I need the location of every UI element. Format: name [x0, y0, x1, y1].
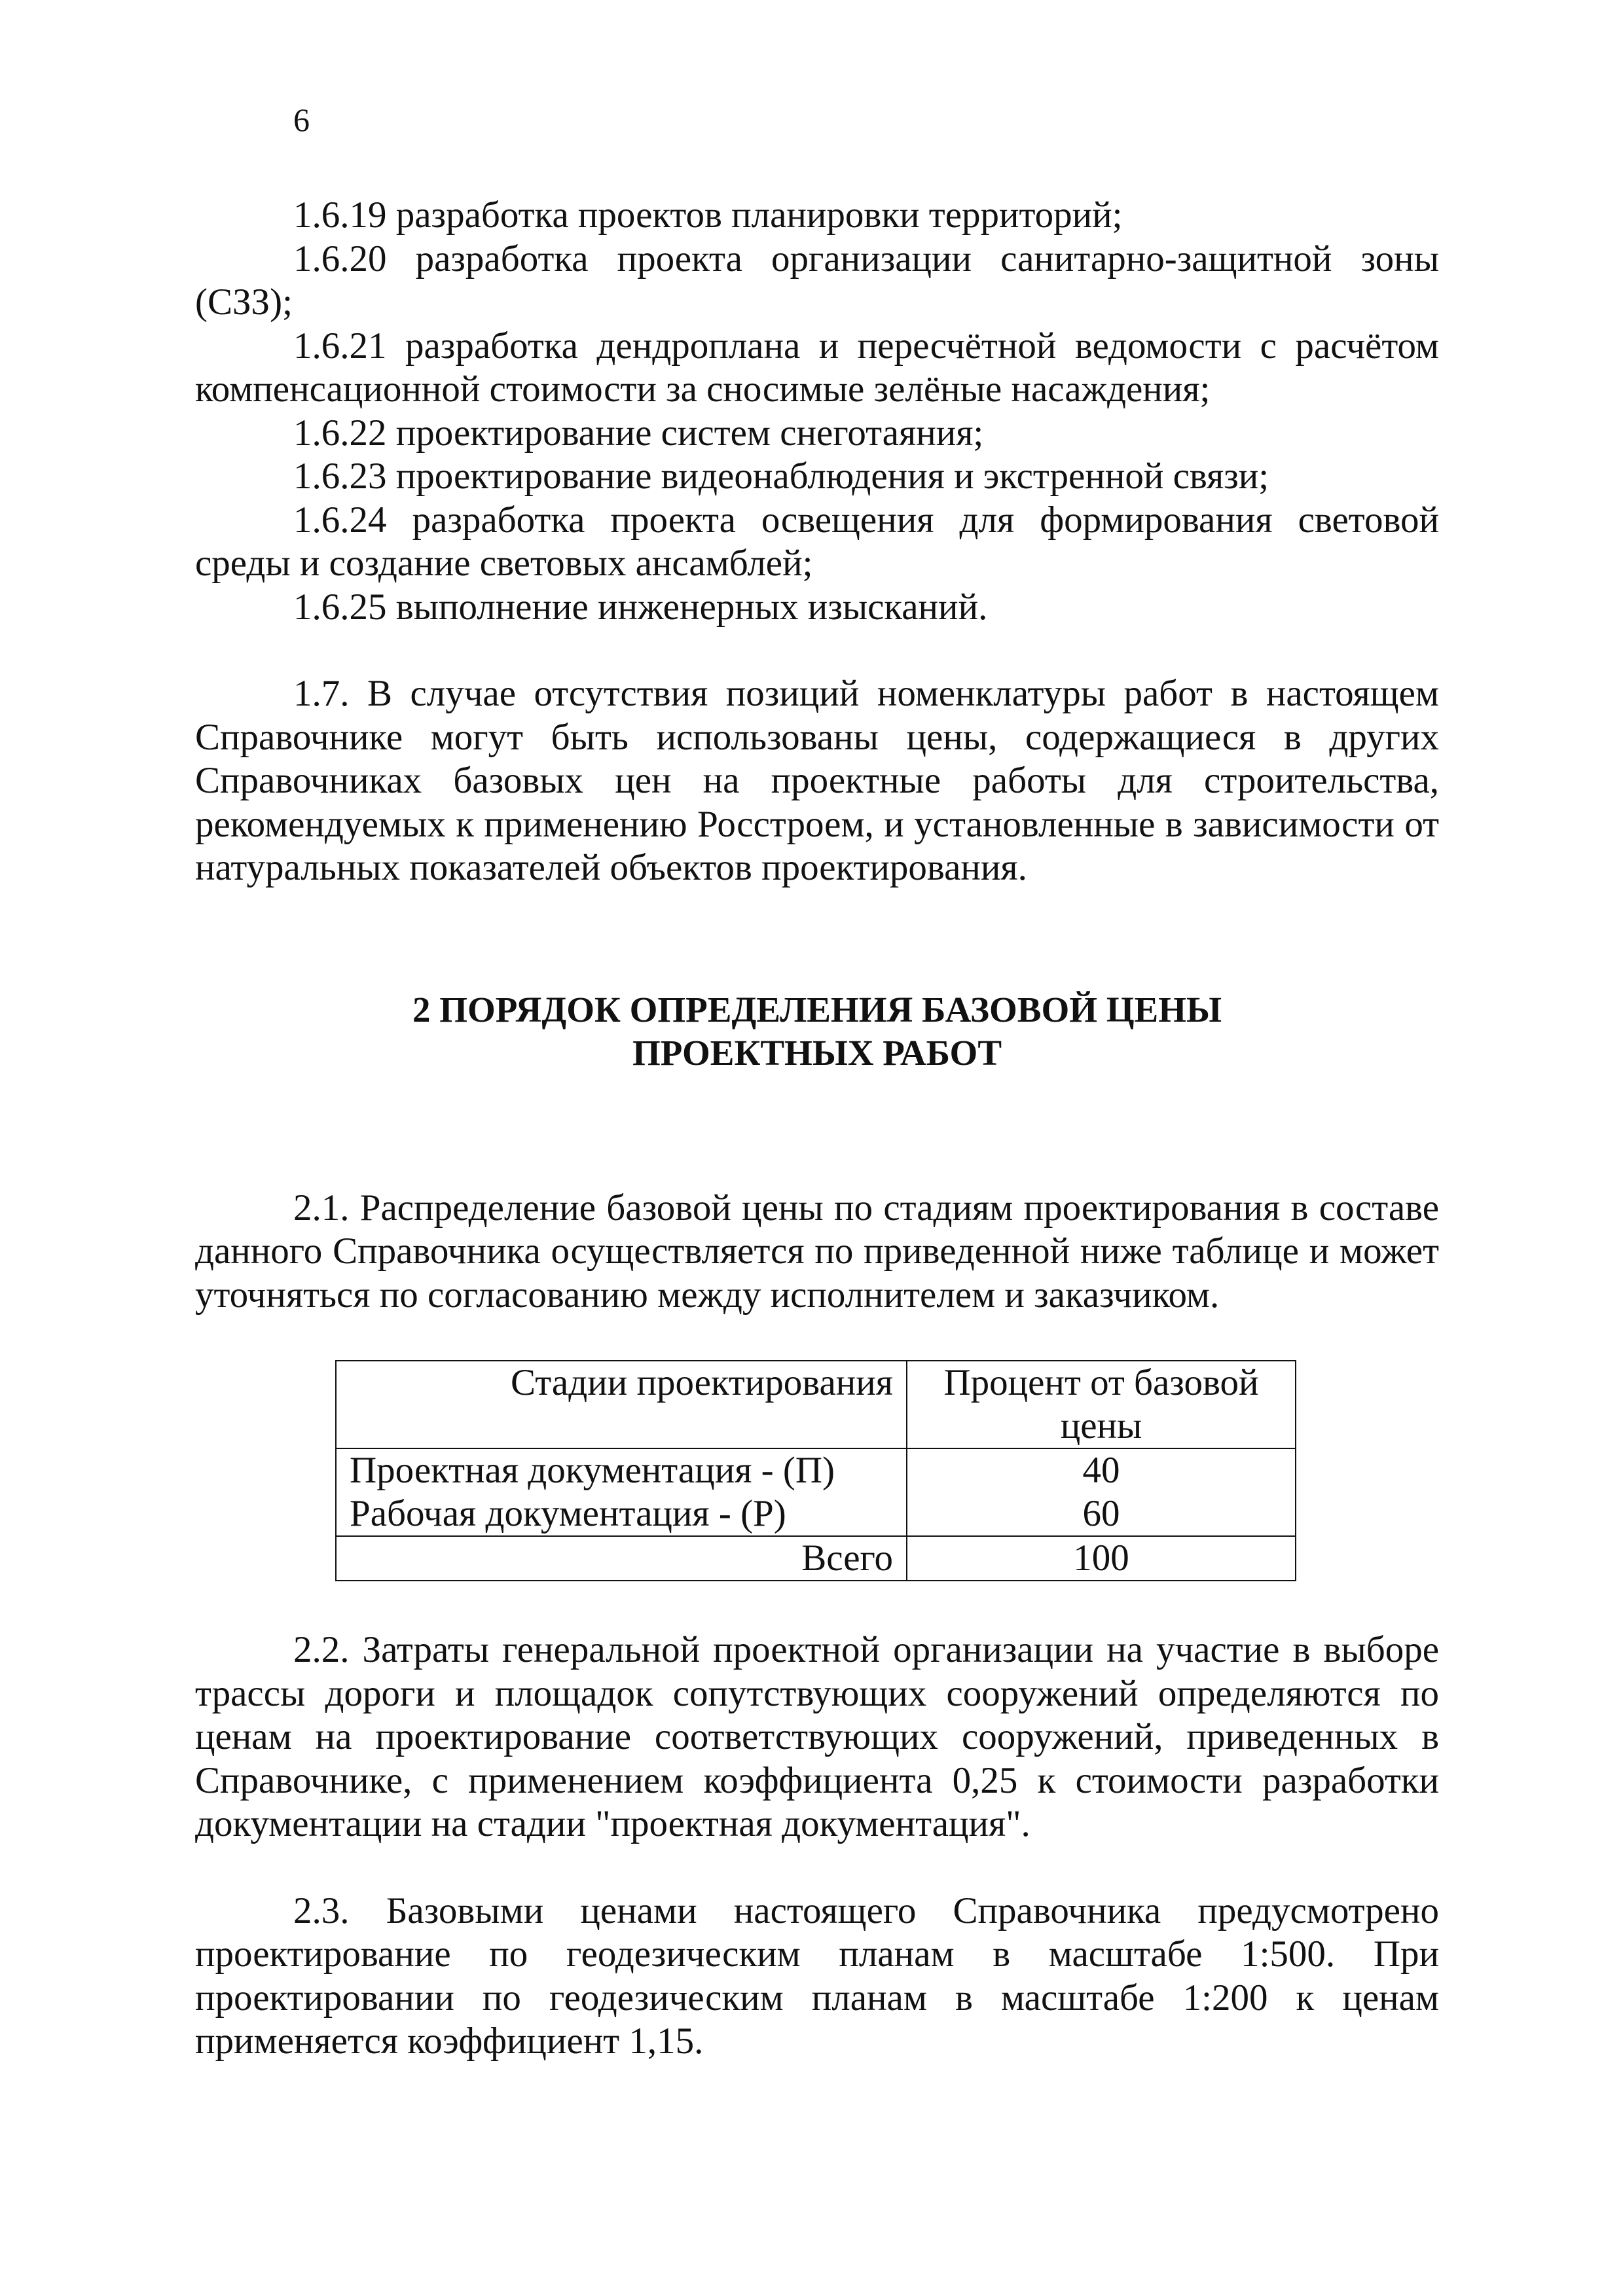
- page-number: 6: [293, 101, 310, 138]
- table-total-row: [336, 1536, 1296, 1581]
- spacer: [195, 890, 1439, 988]
- table-row: [336, 1492, 1296, 1536]
- document-body: [195, 194, 1439, 2064]
- table-header-percent: Процент от базовой цены: [907, 1361, 1296, 1448]
- list-item-1-6-19: 1.6.19 разработка проектов планировки территорий;: [293, 194, 1123, 236]
- list-item-1-6-24: 1.6.24 разработка проекта освещения для формирования световой среды и создание световых ансамблей;: [195, 499, 1439, 584]
- paragraph-2-3: 2.3. Базовыми ценами настоящего Справочника предусмотрено проектирование по геодезическим планам в масштабе 1:500. При проектировании по геодезическим планам в масштабе 1:200 к ценам применяется коэффициент 1,15.: [195, 1890, 1439, 2062]
- list-item-1-6-23: 1.6.23 проектирование видеонаблюдения и экстренной связи;: [293, 456, 1269, 497]
- table-cell-stage: Проектная документация - (П): [336, 1448, 907, 1492]
- table-cell-stage: Рабочая документация - (Р): [336, 1492, 907, 1536]
- list-item-1-6-21: 1.6.21 разработка дендроплана и пересчётной ведомости с расчётом компенсационной стоимости за сносимые зелёные насаждения;: [195, 325, 1439, 410]
- table-cell-percent: 40: [907, 1448, 1296, 1492]
- paragraph-2-2: 2.2. Затраты генеральной проектной организации на участие в выборе трассы дороги и площадок сопутствующих сооружений определяются по ценам на проектирование соответствующих сооружений, приведенных в Справочнике, с применением коэффициента 0,25 к стоимости разработки документации на стадии "проектная документация".: [195, 1629, 1439, 1844]
- spacer: [195, 1075, 1439, 1187]
- spacer: [195, 1317, 1439, 1360]
- spacer: [195, 629, 1439, 672]
- spacer: [195, 1846, 1439, 1890]
- list-item-1-6-25: 1.6.25 выполнение инженерных изысканий.: [293, 586, 988, 628]
- section-heading-line-2: ПРОЕКТНЫХ РАБОТ: [632, 1033, 1002, 1073]
- paragraph-2-1: 2.1. Распределение базовой цены по стадиям проектирования в составе данного Справочника осуществляется по приведенной ниже таблице и может уточняться по согласованию между исполнителем и заказчиком.: [195, 1187, 1439, 1316]
- spacer: [195, 1581, 1439, 1628]
- table-total-label: Всего: [336, 1536, 907, 1581]
- section-heading-line-1: 2 ПОРЯДОК ОПРЕДЕЛЕНИЯ БАЗОВОЙ ЦЕНЫ: [412, 989, 1222, 1030]
- table-total-value: 100: [907, 1536, 1296, 1581]
- stage-percent-table: [335, 1360, 1296, 1581]
- table-row: [336, 1448, 1296, 1492]
- list-item-1-6-22: 1.6.22 проектирование систем снеготаяния;: [293, 412, 984, 454]
- table-header-row: [336, 1361, 1296, 1448]
- table-header-stage: Стадии проектирования: [336, 1361, 907, 1448]
- table-cell-percent: 60: [907, 1492, 1296, 1536]
- section-heading: [195, 988, 1439, 1075]
- list-item-1-6-20: 1.6.20 разработка проекта организации санитарно-защитной зоны (СЗЗ);: [195, 238, 1439, 323]
- paragraph-1-7: 1.7. В случае отсутствия позиций номенклатуры работ в настоящем Справочнике могут быть использованы цены, содержащиеся в других Справочниках базовых цен на проектные работы для строительства, рекомендуемых к применению Росстроем, и установленные в зависимости от натуральных показателей объектов проектирования.: [195, 673, 1439, 888]
